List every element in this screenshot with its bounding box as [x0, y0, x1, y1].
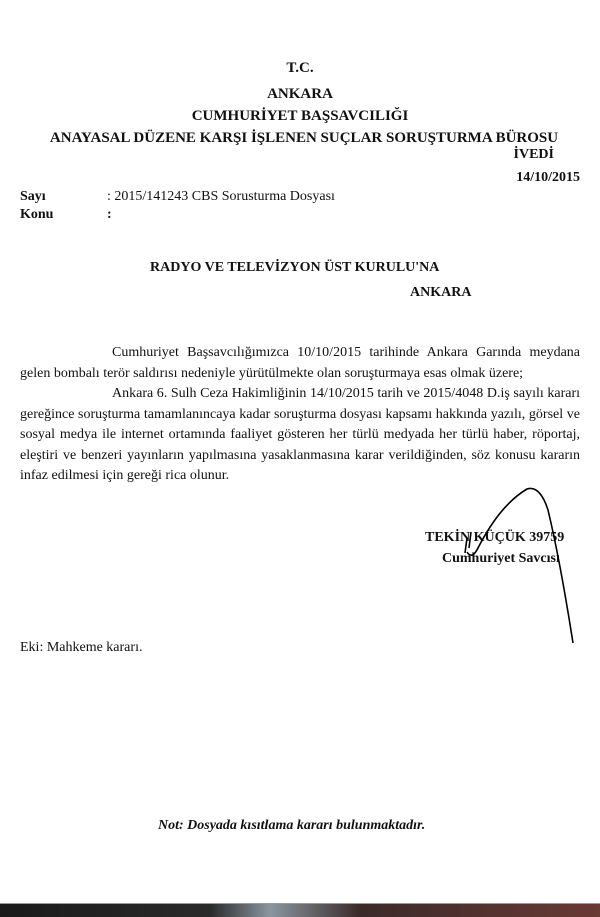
- restriction-note: Not: Dosyada kısıtlama kararı bulunmaktadır.: [158, 818, 426, 833]
- konu-label: Konu: [20, 207, 54, 222]
- attachment-note: Eki: Mahkeme kararı.: [20, 640, 143, 655]
- signatory-name: TEKİN KÜÇÜK 39759: [425, 530, 565, 545]
- urgency-label: İVEDİ: [513, 147, 554, 162]
- body-paragraph-1: Cumhuriyet Başsavcılığımızca 10/10/2015 tarihinde Ankara Garında meydana gelen bombalı terör saldırısı nedeniyle yürütülmekte olan soruşturmaya esas olmak üzere;: [20, 345, 580, 381]
- header-bureau: ANAYASAL DÜZENE KARŞI İŞLENEN SUÇLAR SORUŞTURMA BÜROSU: [49, 130, 559, 146]
- body-paragraph-2: Ankara 6. Sulh Ceza Hakimliğinin 14/10/2015 tarih ve 2015/4048 D.iş sayılı kararı gereğince soruşturma tamamlanıncaya kadar soruşturma dosyası kapsamı hakkında yazılı, görsel ve sosyal medya ile internet ortamında faaliyet gösteren her türlü medyada her türlü haber, röportaj, eleştiri ve benzeri yayınların yapılmasına yasaklanmasına karar verildiğinden, söz konusu kararın infaz edilmesi için gereği rica olunur.: [20, 386, 580, 483]
- header-city: ANKARA: [267, 86, 333, 102]
- sayi-value: : 2015/141243 CBS Sorusturma Dosyası: [107, 189, 335, 204]
- letter-body: [20, 343, 580, 487]
- header-tc: T.C.: [286, 60, 314, 76]
- document-date: 14/10/2015: [516, 170, 580, 185]
- header-office: CUMHURİYET BAŞSAVCILIĞI: [191, 108, 409, 124]
- konu-value: :: [107, 207, 112, 222]
- recipient-city: ANKARA: [410, 285, 472, 300]
- sayi-label: Sayı: [20, 189, 46, 204]
- recipient-name: RADYO VE TELEVİZYON ÜST KURULU'NA: [150, 260, 440, 275]
- scan-bottom-edge: [0, 903, 600, 917]
- signatory-title: Cumhuriyet Savcısı: [442, 551, 560, 566]
